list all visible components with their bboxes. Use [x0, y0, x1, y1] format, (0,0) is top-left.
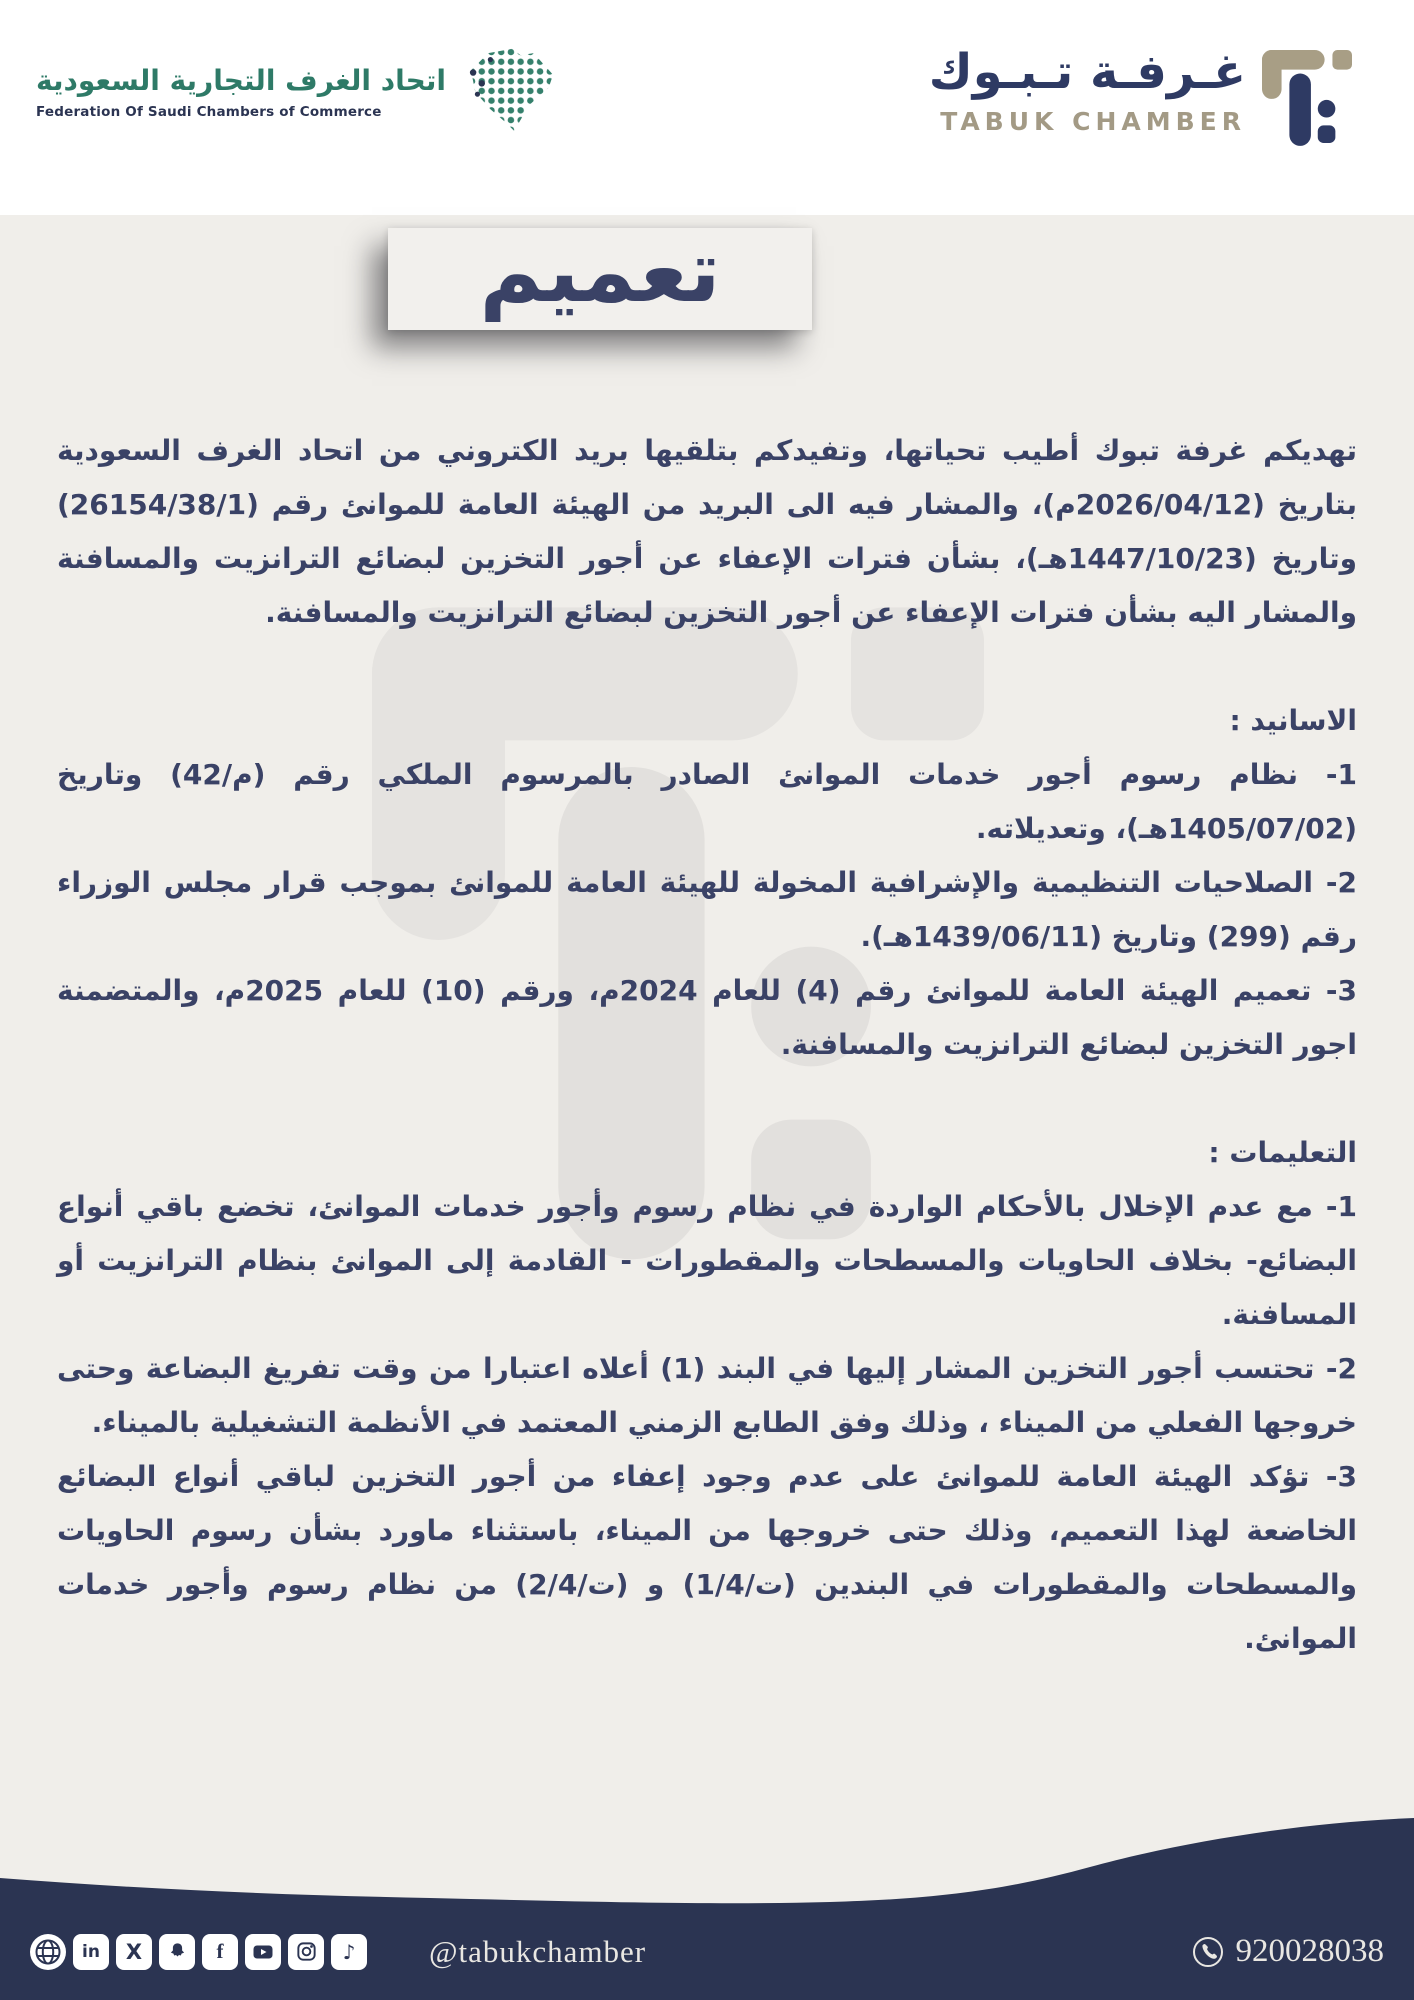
social-handle[interactable]: @tabukchamber	[429, 1933, 647, 1969]
instagram-icon[interactable]	[288, 1934, 324, 1970]
sanad-item-2: 2- الصلاحيات التنظيمية والإشرافية المخولة للهيئة العامة للموانئ بموجب قرار مجلس الوزراء رقم (299) وتاريخ (1439/06/11هـ).	[57, 866, 1357, 953]
linkedin-icon[interactable]: in	[73, 1934, 109, 1970]
intro-paragraph: تهديكم غرفة تبوك أطيب تحياتها، وتفيدكم بتلقيها بريد الكتروني من اتحاد الغرف السعودية بتاريخ (2026/04/12م)، والمشار فيه الى البريد من الهيئة العامة للموانئ رقم (26154/38/1) وتاريخ (1447/10/23هـ)، بشأن فترات الإعفاء عن أجور التخزين لبضائع الترانزيت والمسافنة والمشار اليه بشأن فترات الإعفاء عن أجور التخزين لبضائع الترانزيت والمسافنة.	[57, 434, 1358, 629]
instructions-item-2: 2- تحتسب أجور التخزين المشار إليها في البند (1) أعلاه اعتبارا من وقت تفريغ البضاعة وحتى خروجها الفعلي من الميناء ، وذلك وفق الطابع الزمني المعتمد في الأنظمة التشغيلية بالميناء.	[57, 1352, 1358, 1439]
federation-name-arabic: اتحاد الغرف التجارية السعودية	[36, 64, 446, 97]
federation-logo	[36, 38, 566, 146]
instructions-heading: التعليمات :	[1208, 1136, 1357, 1169]
phone-number: 920028038	[1235, 1933, 1384, 1969]
tabuk-chamber-logo-mark	[1262, 46, 1352, 146]
footer	[0, 1815, 1414, 2000]
youtube-icon[interactable]	[245, 1934, 281, 1970]
sanad-item-1: 1- نظام رسوم أجور خدمات الموانئ الصادر بالمرسوم الملكي رقم (م/42) وتاريخ (1405/07/02هـ)، وتعديلاته.	[57, 758, 1357, 845]
footer-wave-background	[0, 1815, 1414, 2000]
instructions-item-3: 3- تؤكد الهيئة العامة للموانئ على عدم وجود إعفاء من أجور التخزين لباقي أنواع البضائع الخاضعة لهذا التعميم، وذلك حتى خروجها من الميناء، باستثناء ماورد بشأن رسوم الحاويات والمسطحات والمقطورات في البندين (ت/1/4) و (ت/2/4) من نظام رسوم وأجور خدمات الموانئ.	[57, 1460, 1357, 1655]
social-icons-row	[30, 1934, 367, 1970]
federation-name-english: Federation Of Saudi Chambers of Commerce	[36, 104, 382, 120]
snapchat-icon[interactable]	[159, 1934, 195, 1970]
tabuk-chamber-name-arabic: غـرفـة تـبـوك	[928, 44, 1246, 100]
website-icon[interactable]	[30, 1934, 66, 1970]
circular-title-box	[388, 222, 812, 330]
x-twitter-icon[interactable]: X	[116, 1934, 152, 1970]
tiktok-icon[interactable]: ♪	[331, 1934, 367, 1970]
phone-icon	[1190, 1934, 1226, 1970]
sanad-item-3: 3- تعميم الهيئة العامة للموانئ رقم (4) للعام 2024م، ورقم (10) للعام 2025م، والمتضمنة اجور التخزين لبضائع الترانزيت والمسافنة.	[57, 974, 1358, 1061]
tabuk-chamber-name-english: TABUK CHAMBER	[940, 106, 1246, 136]
circular-body	[57, 424, 1357, 1666]
instructions-item-1: 1- مع عدم الإخلال بالأحكام الواردة في نظام رسوم وأجور خدمات الموانئ، تخضع باقي أنواع البضائع- بخلاف الحاويات والمسطحات والمقطورات - القادمة إلى الموانئ بنظام الترانزيت أو المسافنة.	[57, 1190, 1357, 1331]
facebook-icon[interactable]: f	[202, 1934, 238, 1970]
sanad-heading: الاسانيد :	[1229, 704, 1357, 737]
phone-contact[interactable]	[1190, 1933, 1385, 1970]
circular-title: تعميم	[479, 222, 721, 322]
saudi-map-dotted-icon	[458, 38, 566, 146]
tabuk-chamber-logo	[929, 46, 1352, 146]
